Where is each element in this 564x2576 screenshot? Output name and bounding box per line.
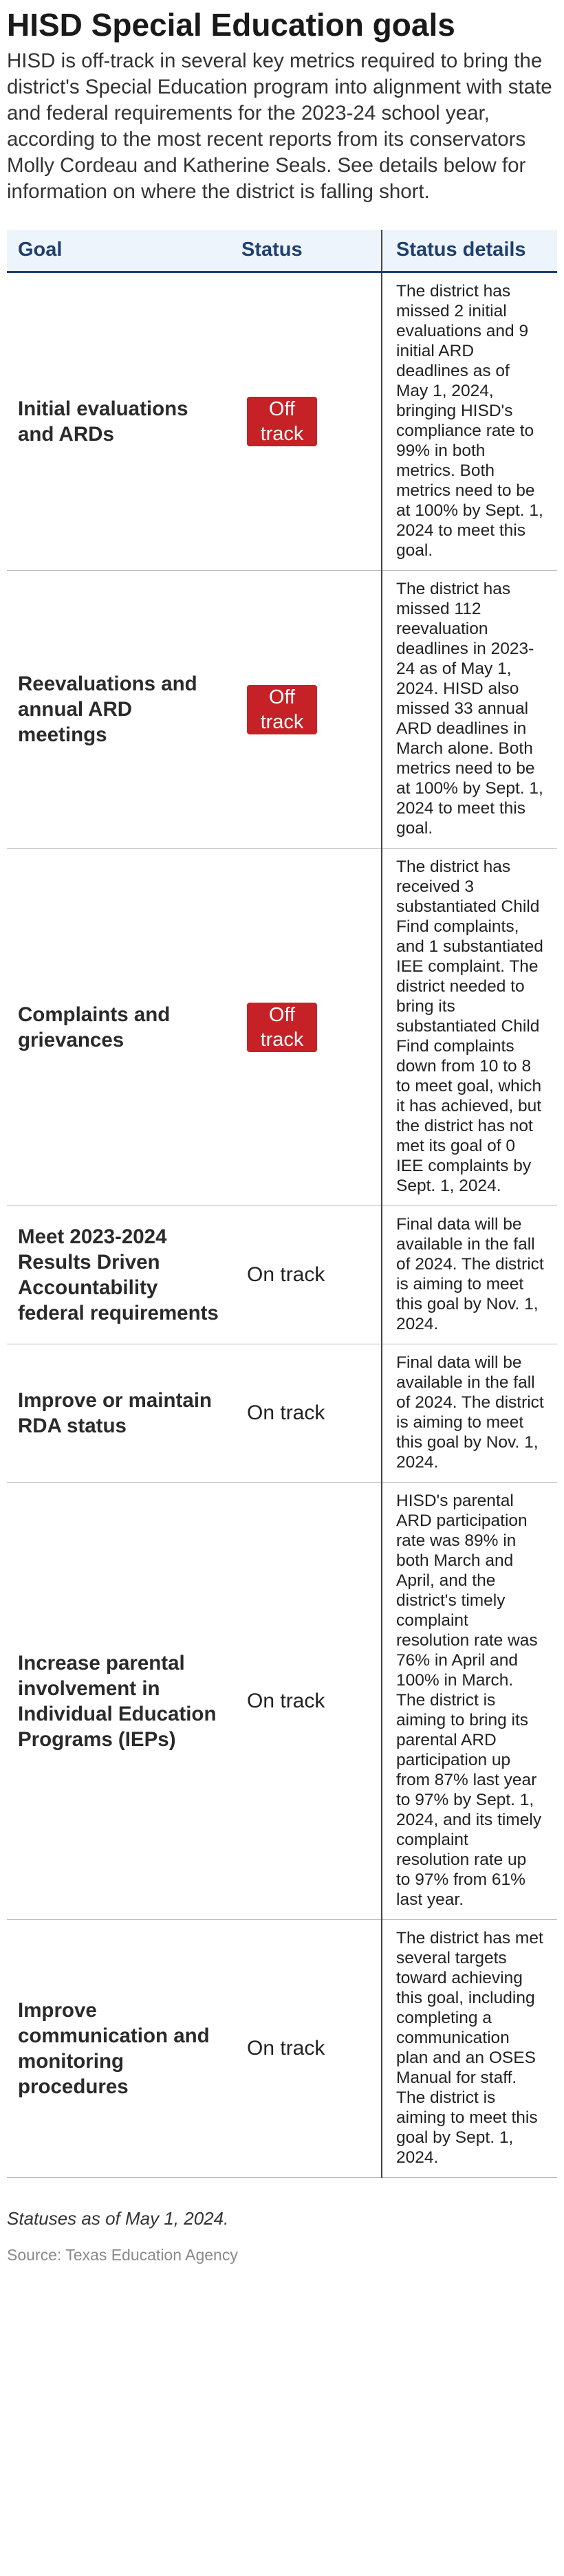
details-cell: The district has met several targets toward achieving this goal, including completing a communication plan and an OSES Manual for staff. The district is aiming to meet this goal by Sept. 1, 2024.	[382, 1920, 557, 2178]
status-text-on-track: On track	[247, 1401, 325, 1424]
status-text-on-track: On track	[247, 2037, 325, 2060]
table-row	[7, 1483, 557, 1920]
status-text-on-track: On track	[247, 1689, 325, 1712]
status-cell	[230, 1483, 382, 1920]
goal-cell: Improve or maintain RDA status	[7, 1344, 230, 1483]
column-header-goal: Goal	[7, 230, 230, 272]
column-header-details: Status details	[382, 230, 557, 272]
source-line: Source: Texas Education Agency	[7, 2246, 238, 2264]
status-badge-off-track: Off track	[247, 1003, 317, 1052]
details-cell: The district has missed 112 reevaluation deadlines in 2023-24 as of May 1, 2024. HISD also missed 33 annual ARD deadlines in March alone. Both metrics need to be at 100% by Sept. 1, 2024 to meet this goal.	[382, 571, 557, 849]
table-row	[7, 849, 557, 1206]
details-cell: HISD's parental ARD participation rate was 89% in both March and April, and the district's timely complaint resolution rate was 76% in April and 100% in March. The district is aiming to bring its parental ARD participation up from 87% last year to 97% by Sept. 1, 2024, and its timely complaint resolution rate up to 97% from 61% last year.	[382, 1483, 557, 1920]
details-cell: Final data will be available in the fall of 2024. The district is aiming to meet this goal by Nov. 1, 2024.	[382, 1344, 557, 1483]
status-badge-off-track: Off track	[247, 397, 317, 446]
details-cell: Final data will be available in the fall of 2024. The district is aiming to meet this goal by Nov. 1, 2024.	[382, 1206, 557, 1344]
table-row	[7, 1344, 557, 1483]
table-row	[7, 1920, 557, 2178]
table-row	[7, 1206, 557, 1344]
status-cell	[230, 1344, 382, 1483]
status-cell	[230, 1920, 382, 2178]
status-badge-off-track: Off track	[247, 685, 317, 734]
table-row	[7, 272, 557, 571]
intro-text: HISD is off-track in several key metrics required to bring the district's Special Education program into alignment with state and federal requirements for the 2023-24 school year, according to the most recent reports from its conservators Molly Cordeau and Katherine Seals. See details below for information on where the district is falling short.	[7, 50, 552, 203]
header-row	[7, 230, 557, 272]
details-cell: The district has missed 2 initial evaluations and 9 initial ARD deadlines as of May 1, 2024, bringing HISD's compliance rate to 99% in both metrics. Both metrics need to be at 100% by Sept. 1, 2024 to meet this goal.	[382, 272, 557, 571]
table-row	[7, 571, 557, 849]
status-note: Statuses as of May 1, 2024.	[7, 2208, 229, 2229]
status-cell	[230, 272, 382, 571]
table-body	[7, 272, 557, 2178]
details-cell: The district has received 3 substantiated Child Find complaints, and 1 substantiated IEE complaint. The district needed to bring its substantiated Child Find complaints down from 10 to 8 to meet goal, which it has achieved, but the district has not met its goal of 0 IEE complaints by Sept. 1, 2024.	[382, 849, 557, 1206]
goal-cell: Complaints and grievances	[7, 849, 230, 1206]
goal-cell: Reevaluations and annual ARD meetings	[7, 571, 230, 849]
page-title: HISD Special Education goals	[7, 7, 455, 43]
column-header-status: Status	[230, 230, 382, 272]
goal-cell: Initial evaluations and ARDs	[7, 272, 230, 571]
status-cell	[230, 849, 382, 1206]
status-text-on-track: On track	[247, 1263, 325, 1286]
table-header	[7, 230, 557, 272]
goal-cell: Improve communication and monitoring procedures	[7, 1920, 230, 2178]
status-cell	[230, 1206, 382, 1344]
page	[0, 6, 564, 2264]
goals-table	[7, 230, 557, 2178]
status-cell	[230, 571, 382, 849]
goal-cell: Increase parental involvement in Individual Education Programs (IEPs)	[7, 1483, 230, 1920]
goal-cell: Meet 2023-2024 Results Driven Accountability federal requirements	[7, 1206, 230, 1344]
